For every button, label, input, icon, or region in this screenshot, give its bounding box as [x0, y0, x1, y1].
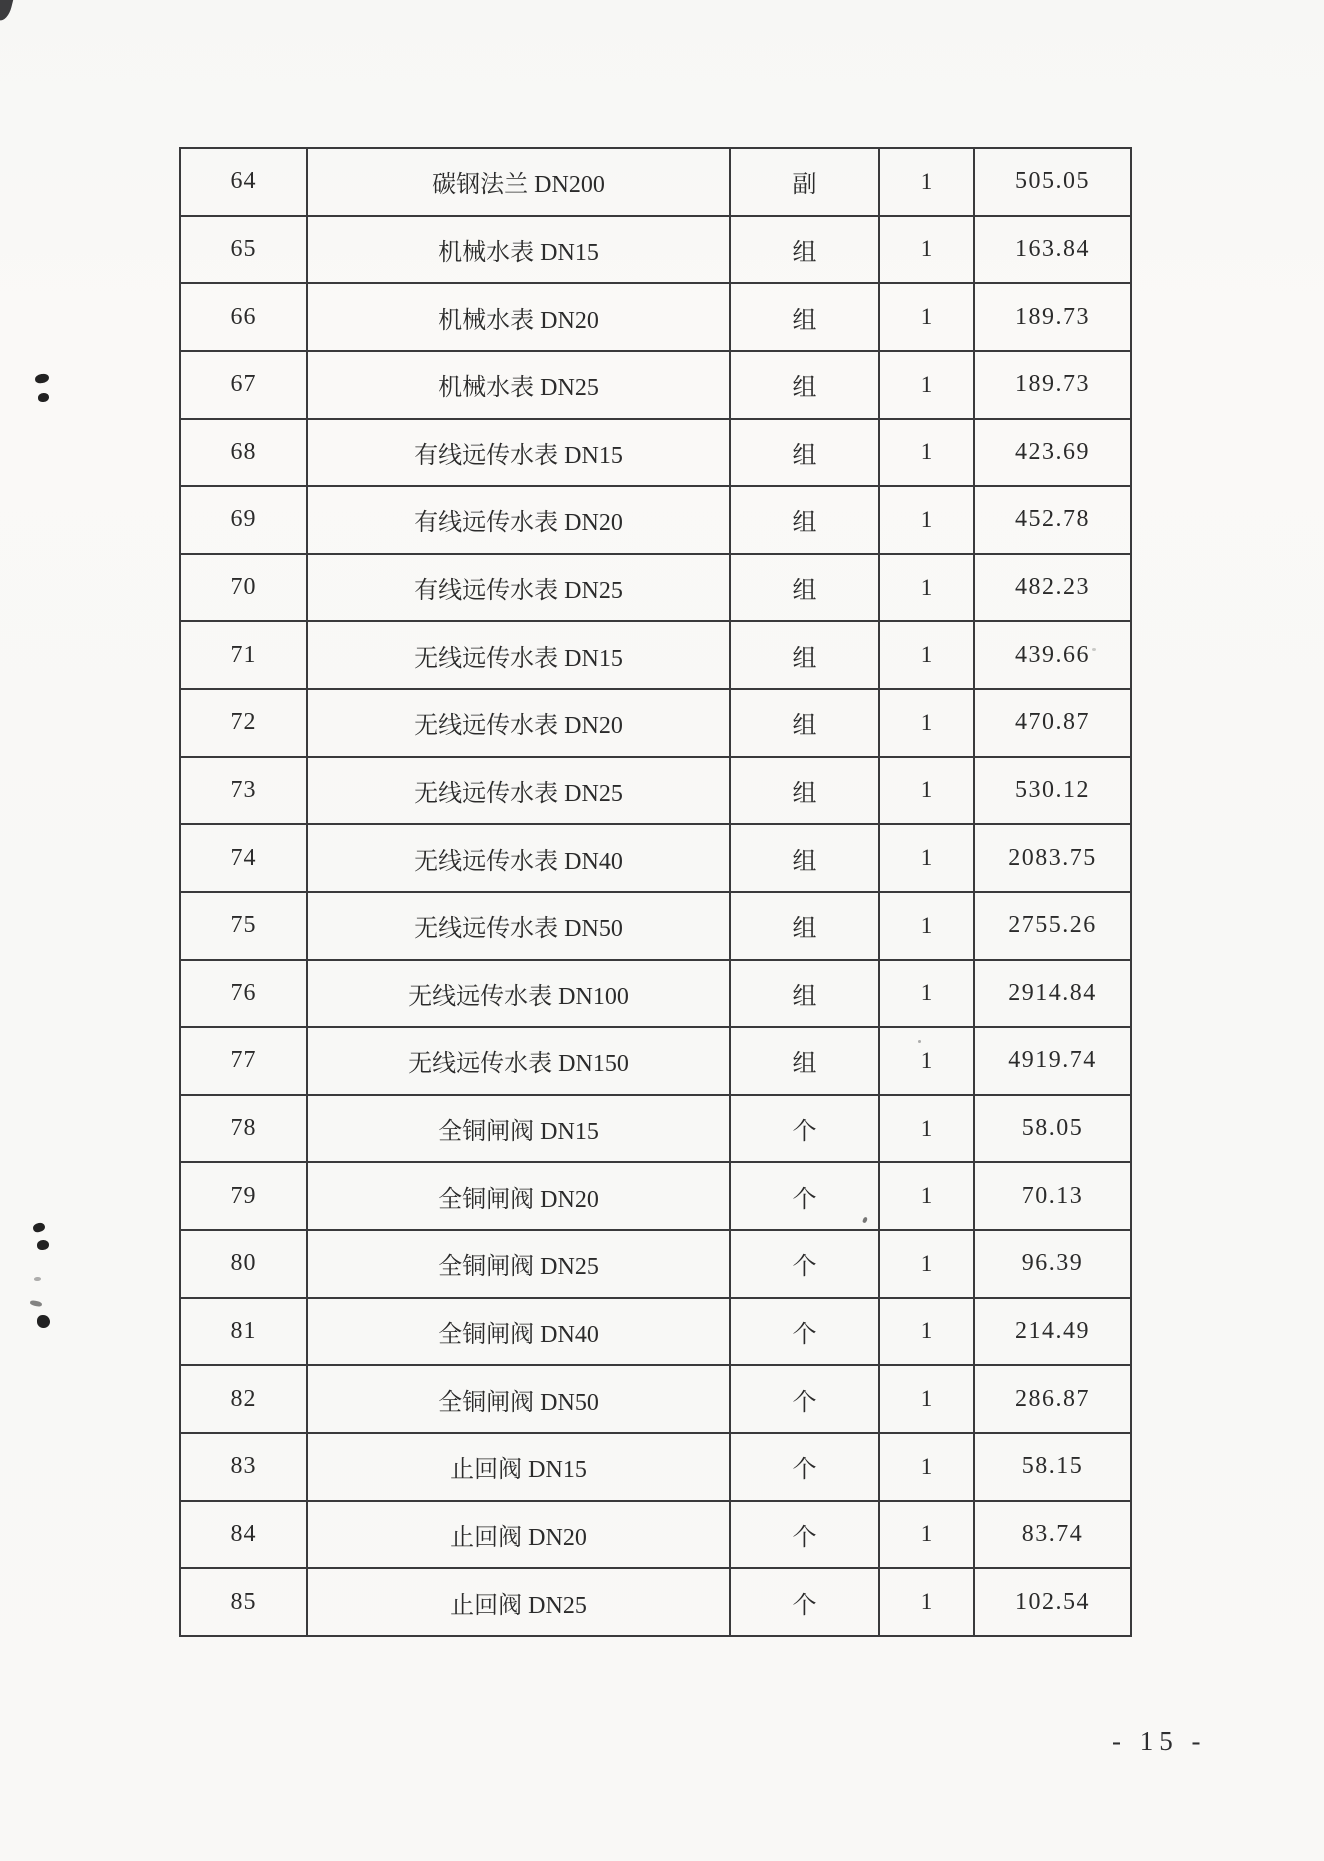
item-number: 69: [180, 486, 307, 554]
table-row: [180, 283, 1131, 351]
item-number: 72: [180, 689, 307, 757]
table-row: [180, 1027, 1131, 1095]
item-unit: 个: [730, 1433, 879, 1501]
item-name: 机械水表 DN20: [307, 283, 730, 351]
item-name: 止回阀 DN25: [307, 1568, 730, 1636]
item-quantity: 1: [879, 351, 974, 419]
item-name: 无线远传水表 DN50: [307, 892, 730, 960]
table-row: [180, 757, 1131, 825]
item-number: 75: [180, 892, 307, 960]
item-quantity: 1: [879, 1298, 974, 1366]
item-unit: 组: [730, 216, 879, 284]
item-unit: 个: [730, 1298, 879, 1366]
item-quantity: 1: [879, 1365, 974, 1433]
item-number: 83: [180, 1433, 307, 1501]
table-row: [180, 689, 1131, 757]
item-name: 无线远传水表 DN20: [307, 689, 730, 757]
item-name: 全铜闸阀 DN40: [307, 1298, 730, 1366]
item-quantity: 1: [879, 892, 974, 960]
item-price: 439.66: [974, 621, 1131, 689]
item-quantity: 1: [879, 216, 974, 284]
item-quantity: 1: [879, 283, 974, 351]
item-unit: 组: [730, 486, 879, 554]
item-number: 64: [180, 148, 307, 216]
item-price: 286.87: [974, 1365, 1131, 1433]
item-unit: 个: [730, 1230, 879, 1298]
table-row: [180, 824, 1131, 892]
item-price: 530.12: [974, 757, 1131, 825]
item-unit: 组: [730, 824, 879, 892]
item-name: 碳钢法兰 DN200: [307, 148, 730, 216]
item-quantity: 1: [879, 689, 974, 757]
item-price: 58.05: [974, 1095, 1131, 1163]
item-number: 85: [180, 1568, 307, 1636]
item-name: 有线远传水表 DN20: [307, 486, 730, 554]
item-name: 无线远传水表 DN15: [307, 621, 730, 689]
item-price: 423.69: [974, 419, 1131, 487]
item-name: 全铜闸阀 DN20: [307, 1162, 730, 1230]
item-number: 71: [180, 621, 307, 689]
item-unit: 组: [730, 621, 879, 689]
item-number: 67: [180, 351, 307, 419]
item-unit: 组: [730, 283, 879, 351]
table-row: [180, 148, 1131, 216]
table-row: [180, 1162, 1131, 1230]
item-number: 82: [180, 1365, 307, 1433]
item-quantity: 1: [879, 1095, 974, 1163]
item-unit: 个: [730, 1162, 879, 1230]
table-row: [180, 419, 1131, 487]
item-name: 机械水表 DN25: [307, 351, 730, 419]
item-quantity: 1: [879, 1433, 974, 1501]
item-name: 无线远传水表 DN100: [307, 960, 730, 1028]
table-row: [180, 621, 1131, 689]
item-number: 70: [180, 554, 307, 622]
item-unit: 副: [730, 148, 879, 216]
item-quantity: 1: [879, 486, 974, 554]
item-name: 机械水表 DN15: [307, 216, 730, 284]
item-quantity: 1: [879, 1027, 974, 1095]
ink-speck: [37, 1240, 49, 1250]
item-price: 96.39: [974, 1230, 1131, 1298]
table-row: [180, 1365, 1131, 1433]
item-unit: 组: [730, 757, 879, 825]
item-name: 全铜闸阀 DN50: [307, 1365, 730, 1433]
item-quantity: 1: [879, 1501, 974, 1569]
table-row: [180, 892, 1131, 960]
item-quantity: 1: [879, 621, 974, 689]
item-quantity: 1: [879, 757, 974, 825]
item-price: 4919.74: [974, 1027, 1131, 1095]
item-unit: 组: [730, 419, 879, 487]
item-quantity: 1: [879, 1162, 974, 1230]
item-price: 189.73: [974, 351, 1131, 419]
item-price: 452.78: [974, 486, 1131, 554]
item-name: 全铜闸阀 DN15: [307, 1095, 730, 1163]
item-price: 2755.26: [974, 892, 1131, 960]
table-row: [180, 1568, 1131, 1636]
item-price: 2083.75: [974, 824, 1131, 892]
item-name: 无线远传水表 DN40: [307, 824, 730, 892]
item-number: 80: [180, 1230, 307, 1298]
item-unit: 个: [730, 1365, 879, 1433]
item-price: 482.23: [974, 554, 1131, 622]
item-unit: 组: [730, 892, 879, 960]
item-number: 74: [180, 824, 307, 892]
item-name: 止回阀 DN15: [307, 1433, 730, 1501]
item-price: 214.49: [974, 1298, 1131, 1366]
item-quantity: 1: [879, 824, 974, 892]
item-number: 68: [180, 419, 307, 487]
ink-speck: [38, 393, 49, 402]
item-number: 77: [180, 1027, 307, 1095]
item-name: 有线远传水表 DN25: [307, 554, 730, 622]
item-number: 79: [180, 1162, 307, 1230]
item-unit: 组: [730, 1027, 879, 1095]
item-quantity: 1: [879, 148, 974, 216]
item-price: 189.73: [974, 283, 1131, 351]
item-name: 止回阀 DN20: [307, 1501, 730, 1569]
item-number: 81: [180, 1298, 307, 1366]
price-list-table: [179, 147, 1132, 1637]
item-quantity: 1: [879, 960, 974, 1028]
item-number: 78: [180, 1095, 307, 1163]
item-name: 无线远传水表 DN25: [307, 757, 730, 825]
table-row: [180, 960, 1131, 1028]
item-price: 470.87: [974, 689, 1131, 757]
item-price: 58.15: [974, 1433, 1131, 1501]
item-unit: 个: [730, 1501, 879, 1569]
table-row: [180, 351, 1131, 419]
item-number: 84: [180, 1501, 307, 1569]
ink-speck: [37, 1315, 50, 1328]
item-unit: 组: [730, 689, 879, 757]
item-unit: 个: [730, 1568, 879, 1636]
item-price: 163.84: [974, 216, 1131, 284]
item-unit: 组: [730, 960, 879, 1028]
table-row: [180, 486, 1131, 554]
item-number: 73: [180, 757, 307, 825]
table-row: [180, 1501, 1131, 1569]
page-number: - 15 -: [1112, 1726, 1207, 1756]
table-row: [180, 1230, 1131, 1298]
item-number: 66: [180, 283, 307, 351]
item-number: 76: [180, 960, 307, 1028]
item-name: 全铜闸阀 DN25: [307, 1230, 730, 1298]
item-price: 83.74: [974, 1501, 1131, 1569]
table-row: [180, 554, 1131, 622]
item-unit: 组: [730, 351, 879, 419]
item-name: 无线远传水表 DN150: [307, 1027, 730, 1095]
price-table-body: [180, 148, 1131, 1636]
item-quantity: 1: [879, 1568, 974, 1636]
item-quantity: 1: [879, 554, 974, 622]
item-price: 2914.84: [974, 960, 1131, 1028]
item-quantity: 1: [879, 1230, 974, 1298]
item-price: 70.13: [974, 1162, 1131, 1230]
item-unit: 个: [730, 1095, 879, 1163]
table-row: [180, 1298, 1131, 1366]
item-price: 102.54: [974, 1568, 1131, 1636]
item-name: 有线远传水表 DN15: [307, 419, 730, 487]
item-number: 65: [180, 216, 307, 284]
table-row: [180, 1433, 1131, 1501]
ink-speck: [34, 1277, 41, 1281]
table-row: [180, 216, 1131, 284]
item-unit: 组: [730, 554, 879, 622]
item-quantity: 1: [879, 419, 974, 487]
table-row: [180, 1095, 1131, 1163]
item-price: 505.05: [974, 148, 1131, 216]
